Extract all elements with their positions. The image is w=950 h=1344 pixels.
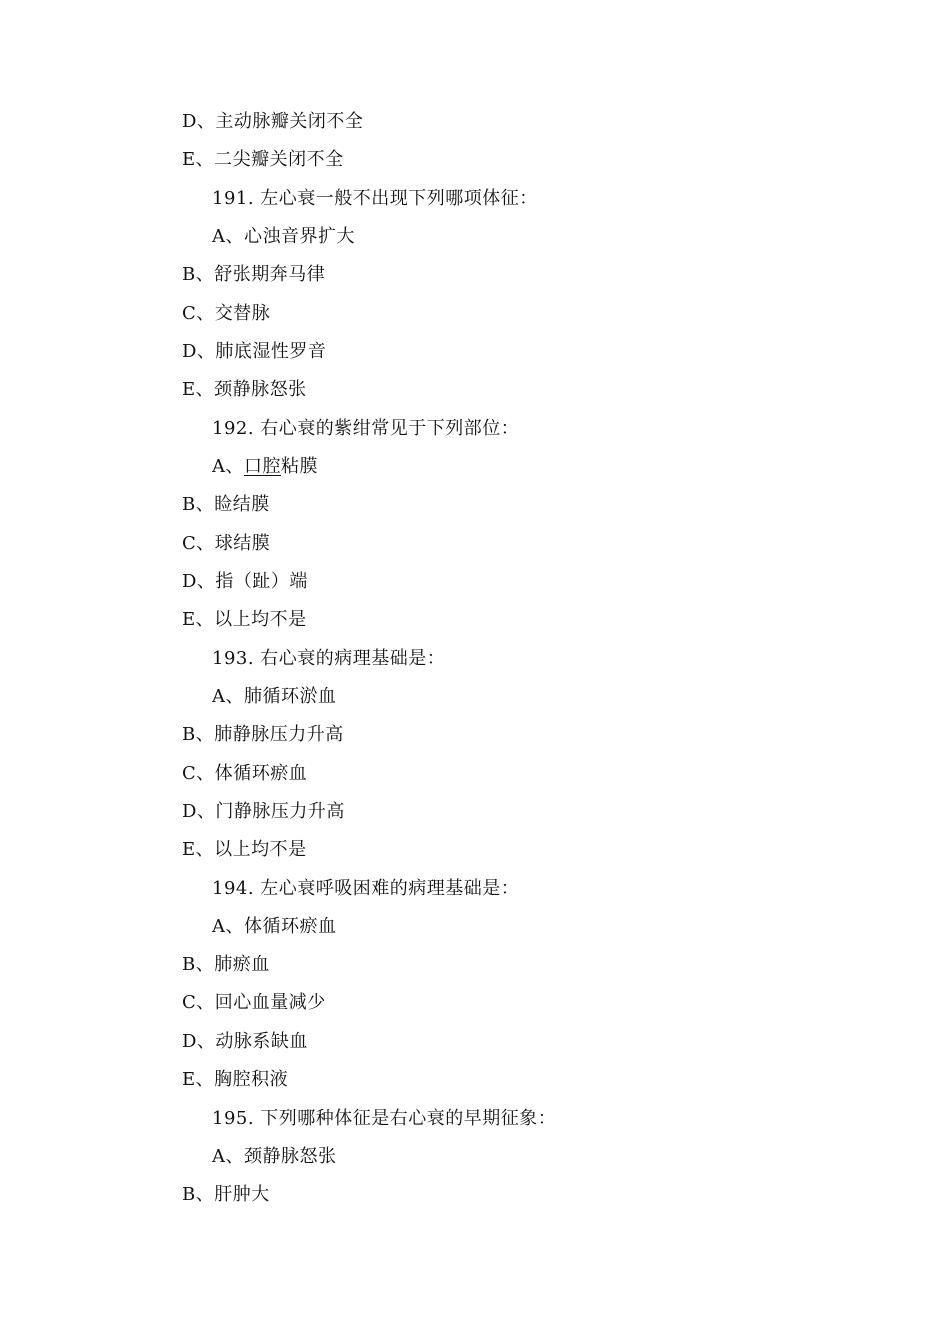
option-a-192-underlined: 口腔 [244, 456, 281, 477]
option-c-194: C、回心血量减少 [182, 992, 326, 1013]
option-a-192-prefix: A、 [212, 456, 244, 477]
option-c-193: C、体循环瘀血 [182, 763, 308, 784]
option-e-192: E、以上均不是 [182, 609, 307, 630]
option-b-191: B、舒张期奔马律 [182, 264, 326, 285]
option-e-190: E、二尖瓣关闭不全 [182, 149, 344, 170]
option-a-195: A、颈静脉怒张 [212, 1146, 337, 1167]
option-d-192: D、指（趾）端 [182, 571, 308, 592]
option-e-193: E、以上均不是 [182, 839, 307, 860]
option-a-194: A、体循环瘀血 [212, 916, 337, 937]
question-191: 191. 左心衰一般不出现下列哪项体征： [212, 188, 538, 209]
option-a-193: A、肺循环淤血 [212, 686, 337, 707]
option-a-192 [212, 455, 318, 479]
option-c-191: C、交替脉 [182, 303, 271, 324]
question-194: 194. 左心衰呼吸困难的病理基础是： [212, 878, 520, 899]
question-192: 192. 右心衰的紫绀常见于下列部位： [212, 418, 520, 439]
option-e-194: E、胸腔积液 [182, 1069, 289, 1090]
question-195: 195. 下列哪种体征是右心衰的早期征象： [212, 1108, 557, 1129]
option-d-190: D、主动脉瓣关闭不全 [182, 111, 364, 132]
option-b-195: B、肝肿大 [182, 1184, 270, 1205]
option-b-193: B、肺静脉压力升高 [182, 724, 344, 745]
option-b-194: B、肺瘀血 [182, 954, 270, 975]
option-d-194: D、动脉系缺血 [182, 1031, 308, 1052]
option-e-191: E、颈静脉怒张 [182, 379, 307, 400]
option-a-192-suffix: 粘膜 [281, 456, 318, 477]
option-a-191: A、心浊音界扩大 [212, 226, 355, 247]
option-c-192: C、球结膜 [182, 533, 271, 554]
option-d-191: D、肺底湿性罗音 [182, 341, 327, 362]
option-b-192: B、睑结膜 [182, 494, 270, 515]
question-193: 193. 右心衰的病理基础是： [212, 648, 446, 669]
option-d-193: D、门静脉压力升高 [182, 801, 345, 822]
